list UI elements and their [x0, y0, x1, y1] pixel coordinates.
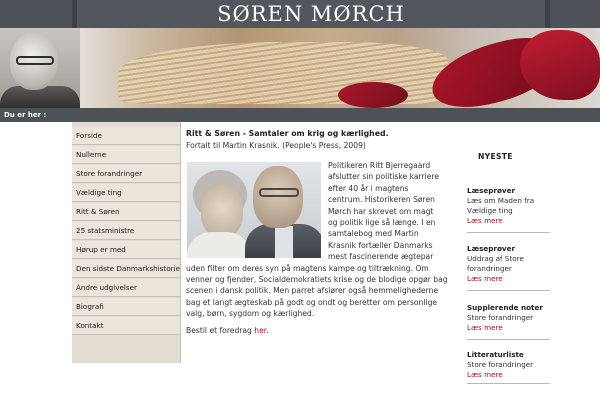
nav-item-forside[interactable]: Forside: [72, 127, 180, 145]
article-line: uden filter om deres syn på magtens kampe og tiltrækning. Om: [186, 263, 429, 273]
order-lecture-text: Bestil et foredrag: [186, 326, 255, 335]
photo-man-glasses: [259, 188, 299, 197]
breadcrumb: Du er her :: [4, 111, 47, 119]
news-heading: NYESTE: [478, 152, 513, 161]
news-item-title: Læseprøver: [467, 244, 515, 253]
article-line: scenen i dansk politik. Men parret afslører også hemmelighederne: [186, 286, 439, 296]
article-subtitle: Fortalt til Martin Krasnik. (People's Press, 2009): [186, 141, 366, 150]
news-item-read-more-link[interactable]: Læs mere: [467, 274, 503, 283]
article-line: og politik lige så længe. I en: [328, 218, 436, 227]
order-lecture: [186, 325, 269, 336]
photo-woman-face: [201, 184, 243, 238]
news-item-title: Læseprøver: [467, 186, 515, 195]
order-lecture-link[interactable]: her: [254, 326, 267, 335]
site-title: SØREN MØRCH: [217, 2, 405, 26]
author-portrait: [0, 28, 80, 108]
nav-item-den-sidste-danmarkshistorie[interactable]: Den sidste Danmarkshistorie: [72, 260, 180, 278]
news-item-text: forandringer: [467, 264, 512, 273]
article-line: Mørch har skrevet om magt: [328, 206, 434, 216]
news-item-text: Uddrag af Store: [467, 254, 524, 263]
news-item-read-more-link[interactable]: Læs mere: [467, 323, 503, 332]
news-item-text: Store forandringer: [467, 360, 534, 369]
news-item-title: Litteraturliste: [467, 350, 524, 359]
article-line: Politikeren Ritt Bjerregaard: [328, 161, 431, 170]
nav-item-andre-udgivelser[interactable]: Andre udgivelser: [72, 279, 180, 297]
article-line: Krasnik fortæller Danmarks: [328, 240, 433, 250]
nav-item-biografi[interactable]: Biografi: [72, 298, 180, 316]
news-item-text: Store forandringer: [467, 313, 534, 322]
portrait-glasses: [16, 56, 54, 65]
article-line: samtalebog med Martin: [328, 229, 419, 239]
news-item-read-more-link[interactable]: Læs mere: [467, 216, 503, 225]
news-item-read-more-link[interactable]: Læs mere: [467, 370, 503, 379]
nav-item-vaeldige-ting[interactable]: Vældige ting: [72, 184, 180, 202]
photo-woman-body: [187, 232, 251, 258]
nav-item-nullerne[interactable]: Nullerne: [72, 146, 180, 164]
article-line: mest fascinerende ægtepar: [328, 252, 434, 262]
news-item-text: Vældige ting: [467, 206, 513, 215]
news-item: [467, 350, 550, 384]
nav-item-25-statsministre[interactable]: 25 statsministre: [72, 222, 180, 240]
nav-item-store-forandringer[interactable]: Store forandringer: [72, 165, 180, 183]
nav-item-ritt-soren[interactable]: Ritt & Søren: [72, 203, 180, 221]
article-line: efter 40 år i magtens: [328, 183, 409, 193]
article-line: valg, børn, sygdom og kærlighed.: [186, 309, 315, 319]
news-item: [467, 244, 550, 291]
breadcrumb-bar: [0, 108, 600, 122]
nav-item-kontakt[interactable]: Kontakt: [72, 317, 180, 335]
article-title: Ritt & Søren - Samtaler om krig og kærlighed.: [186, 129, 389, 138]
news-item: [467, 303, 550, 340]
article-line: centrum. Historikeren Søren: [328, 195, 435, 205]
ritt-soren-photo: [187, 162, 321, 258]
banner-petal: [338, 82, 408, 108]
article-line: afslutter sin politiske karriere: [328, 172, 440, 182]
header-banner: [0, 28, 600, 108]
news-item-title: Supplerende noter: [467, 303, 543, 312]
news-item-text: Læs om Maden fra: [467, 196, 535, 205]
photo-man-shirt: [275, 226, 293, 258]
main-nav: [72, 122, 181, 363]
photo-man-face: [253, 166, 303, 228]
banner-petal: [520, 30, 600, 100]
order-lecture-end: .: [266, 326, 269, 335]
article-line: venner og fjender, Socialdemokratiets krise og de blodige opgør bag: [186, 275, 448, 284]
nav-item-horup-er-med[interactable]: Hørup er med: [72, 241, 180, 259]
article-line: bag et langt ægteskab på godt og ondt og beretter om personlige: [186, 297, 438, 307]
news-item: [467, 186, 550, 233]
